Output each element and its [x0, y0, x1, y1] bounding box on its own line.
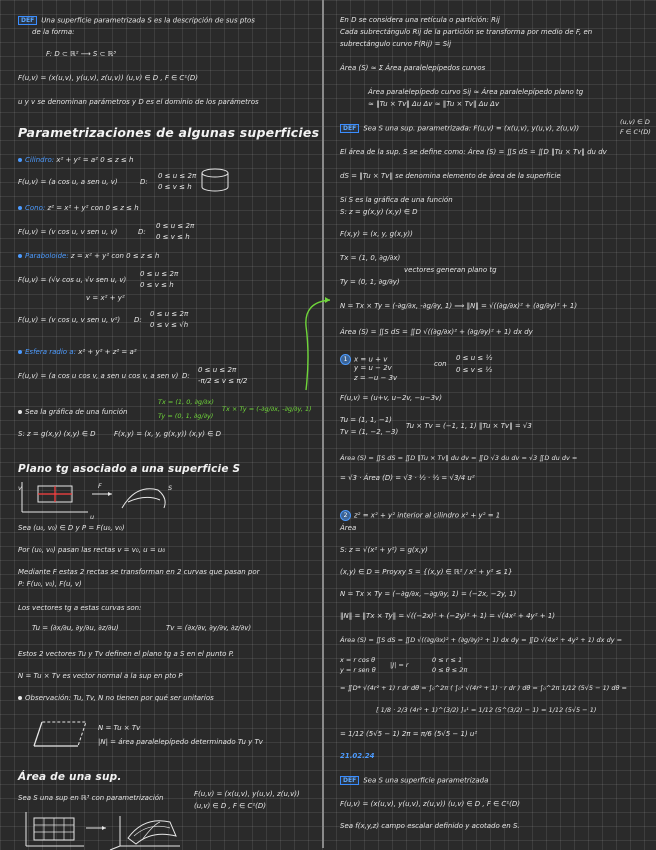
esfera-label: Esfera radio a: x² + y² + z² = a² — [18, 348, 137, 357]
paraboloide-dom1-b: 0 ≤ v ≤ h — [140, 281, 174, 289]
cono-dom-b: 0 ≤ v ≤ h — [156, 233, 190, 241]
def-badge: DEF — [340, 124, 359, 133]
def1-param: F(u,v) = (x(u,v), y(u,v), z(u,v)) (u,v) ∈ D , F ∈ C¹(D) — [18, 74, 198, 82]
paraboloide-label: Paraboloide: z = x² + y² con 0 ≤ z ≤ h — [18, 252, 159, 261]
ej2-int1: = ∬D* √(4r² + 1) r dr dθ = ∫₀^2π ( ∫₀¹ √(4r² + 1) · r dr ) dθ = ∫₀^2π 1/12 (5√5 − 1) dθ = — [340, 684, 627, 692]
paraboloide-dom2-b: 0 ≤ v ≤ √h — [150, 321, 189, 329]
bullet-icon — [18, 696, 22, 700]
grafica-area: Área (S) = ∬S dS = ∬D √((∂g/∂x)² + (∂g/∂y)² + 1) dx dy — [340, 328, 533, 336]
plano-mediante2: P: F(u₀, v₀), F(u, v) — [18, 580, 82, 588]
ej2-area: Área (S) = ∬S dS = ∬D √((∂g/∂x)² + (∂g/∂y)² + 1) dx dy = ∬D √(4x² + 4y² + 1) dx dy = — [340, 636, 623, 644]
plano-label-v: v — [18, 484, 22, 492]
bullet-icon — [18, 350, 22, 354]
paraboloide-dom2-a: 0 ≤ u ≤ 2π — [150, 310, 189, 318]
parallelogram-sketch-icon — [20, 714, 90, 754]
area-sea: Sea S una sup en ℝ³ con parametrización — [18, 794, 164, 802]
area-dom: (u,v) ∈ D , F ∈ C¹(D) — [194, 802, 266, 810]
plano-tg-sketch-icon — [18, 478, 188, 518]
ej1-Tu: Tu = (1, 1, −1) — [340, 416, 392, 424]
paraboloide-note: v = x² + y² — [86, 294, 125, 302]
heading-area-sup: Área de una sup. — [18, 771, 122, 783]
bullet-icon — [18, 254, 22, 258]
ej1-dom2: 0 ≤ v ≤ ½ — [456, 366, 493, 374]
area-param: F(u,v) = (x(u,v), y(u,v), z(u,v)) — [194, 790, 300, 798]
heading-plano-tg: Plano tg asociado a una superficie S — [18, 463, 241, 475]
def2-dS: dS = ‖Tu × Tv‖ se denomina elemento de área de la superficie — [340, 172, 561, 180]
paraboloide-param2: F(u,v) = (v cos u, v sen u, v²) — [18, 316, 121, 324]
ej2-polar2: y = r sen θ — [340, 666, 376, 674]
grafica-param: F(x,y) = (x, y, g(x,y)) (x,y) ∈ D — [114, 430, 221, 438]
plano-label-F: F — [98, 482, 102, 490]
esfera-dom-a: 0 ≤ u ≤ 2π — [198, 366, 237, 374]
column-divider — [322, 0, 324, 848]
cilindro-D: D: — [140, 178, 148, 186]
def3-sea: Sea f(x,y,z) campo escalar definido y acotado en S. — [340, 822, 520, 830]
ej2-D-polar2: 0 ≤ θ ≤ 2π — [432, 666, 468, 674]
ej1-sys1: 1 x = u + v — [340, 354, 387, 365]
grafica-brace-note: vectores generan plano tg — [404, 266, 497, 274]
grafica-param-r: F(x,y) = (x, y, g(x,y)) — [340, 230, 413, 238]
intro-line1: En D se considera una retícula o partición: Rij — [340, 16, 500, 24]
grafica-green-cross: Tx × Ty = (-∂g/∂x, -∂g/∂y, 1) — [222, 405, 312, 413]
ej2-polar1: x = r cos θ — [340, 656, 376, 664]
ej1-con: con — [434, 360, 447, 368]
def1-line2: de la forma: — [32, 28, 75, 36]
cilindro-dom-a: 0 ≤ u ≤ 2π — [158, 172, 197, 180]
plano-vectores: Los vectores tg a estas curvas son: — [18, 604, 142, 612]
def2-dom2: F ∈ C¹(D) — [620, 128, 651, 136]
def2-area: El área de la sup. S se define como: Área (S) = ∬S dS = ∬D ‖Tu × Tv‖ du dv — [340, 148, 607, 156]
paraboloide-param1: F(u,v) = (√v cos u, √v sen u, v) — [18, 276, 127, 284]
grafica-eq: S: z = g(x,y) (x,y) ∈ D — [18, 430, 96, 438]
cono-dom-a: 0 ≤ u ≤ 2π — [156, 222, 195, 230]
ej1-cross: Tu × Tv = (−1, 1, 1) ‖Tu × Tv‖ = √3 — [406, 422, 532, 430]
date-stamp: 21.02.24 — [340, 752, 375, 760]
paraboloide-dom1-a: 0 ≤ u ≤ 2π — [140, 270, 179, 278]
def3-line: DEF Sea S una superficie parametrizada — [340, 776, 488, 786]
ej2-int2: [ 1/8 · 2/3 (4r² + 1)^(3/2) ]₀¹ = 1/12 (5^(3/2) − 1) = 1/12 (5√5 − 1) — [376, 706, 597, 714]
cilindro-dom-b: 0 ≤ v ≤ h — [158, 183, 192, 191]
def-badge: DEF — [18, 16, 37, 25]
intro-line2: Cada subrectángulo Rij de la partición se transforma por medio de F, en — [340, 28, 593, 36]
plano-estos: Estos 2 vectores Tu y Tv definen el plano tg a S en el punto P. — [18, 650, 235, 658]
grafica-Ty: Ty = (0, 1, ∂g/∂y) — [340, 278, 400, 286]
grafica-green-Tx: Tx = (1, 0, ∂g/∂x) — [158, 398, 214, 406]
intro-line3: subrectángulo curvo F(Rij) = Sij — [340, 40, 452, 48]
ej1-F: F(u,v) = (u+v, u−2v, −u−3v) — [340, 394, 442, 402]
grafica-eq-r: S: z = g(x,y) (x,y) ∈ D — [340, 208, 418, 216]
ej1-sys2: y = u − 2v — [354, 364, 392, 372]
plano-area-par: |N| = área paralelepípedo determinado Tu y Tv — [98, 738, 263, 746]
esfera-param: F(u,v) = (a cos u cos v, a sen u cos v, a sen v) — [18, 372, 179, 380]
cono-param: F(u,v) = (v cos u, v sen u, v) — [18, 228, 118, 236]
grafica-line: Sea la gráfica de una función — [18, 408, 127, 417]
plano-normal: N = Tu × Tv es vector normal a la sup en pto P — [18, 672, 183, 680]
cylinder-sketch-icon — [198, 168, 232, 194]
ej2-eq: 2 z² = x² + y² interior al cilindro x² + y² = 1 — [340, 510, 500, 521]
ej1-sys3: z = −u − 3v — [354, 374, 398, 382]
ej2-S: S: z = √(x² + y²) = g(x,y) — [340, 546, 428, 554]
grafica-Tx: Tx = (1, 0, ∂g/∂x) — [340, 254, 401, 262]
area-S-sum: Área (S) ≈ Σ Área paralelepípedos curvos — [340, 64, 486, 72]
bullet-icon — [18, 158, 22, 162]
esfera-D: D: — [182, 372, 190, 380]
ej1-dom1: 0 ≤ u ≤ ½ — [456, 354, 493, 362]
heading-parametrizaciones: Parametrizaciones de algunas superficies — [18, 125, 320, 140]
esfera-dom-b: -π/2 ≤ v ≤ π/2 — [198, 377, 248, 385]
bullet-icon — [18, 206, 22, 210]
plano-obs: Observación: Tu, Tv, N no tienen por qué ser unitarios — [18, 694, 214, 703]
cono-label: Cono: z² = x² + y² con 0 ≤ z ≤ h — [18, 204, 139, 213]
plano-label-S: S — [168, 484, 173, 492]
example-number-badge: 2 — [340, 510, 351, 521]
grafica-si: Si S es la gráfica de una función — [340, 196, 453, 204]
ej2-D: (x,y) ∈ D = Proyxy S = {(x,y) ∈ ℝ² / x² + y² ≤ 1} — [340, 568, 513, 576]
def1-map: F: D ⊂ ℝ² ⟶ S ⊂ ℝ³ — [46, 50, 117, 58]
plano-label-u: u — [90, 513, 95, 521]
ej2-label: Área — [340, 524, 357, 532]
grafica-green-Ty: Ty = (0, 1, ∂g/∂y) — [158, 412, 214, 420]
ej2-res: = 1/12 (5√5 − 1) 2π = π/6 (5√5 − 1) u² — [340, 730, 478, 738]
area-grid-sketch-icon — [20, 808, 190, 850]
bullet-icon — [18, 410, 22, 414]
area-par1: Área paralelepípedo curvo Sij ≈ Área paralelepípedo plano tg — [368, 88, 584, 96]
plano-sea: Sea (u₀, v₀) ∈ D y P = F(u₀, v₀) — [18, 524, 125, 532]
ej1-area1: Área (S) = ∬S dS = ∬D ‖Tu × Tv‖ du dv = ∬D √3 du dv = √3 ∬D du dv = — [340, 454, 578, 462]
def2-line: DEF Sea S una sup. parametrizada: F(u,v) = (x(u,v), y(u,v), z(u,v)) — [340, 124, 579, 134]
cono-D: D: — [138, 228, 146, 236]
def1-line1: DEF Una superficie parametrizada S es la descripción de sus ptos — [18, 16, 255, 26]
paraboloide-D: D: — [134, 316, 142, 324]
ej2-J: |J| = r — [390, 661, 409, 669]
grafica-N: N = Tx × Ty = (-∂g/∂x, -∂g/∂y, 1) ⟹ ‖N‖ = √((∂g/∂x)² + (∂g/∂y)² + 1) — [340, 302, 578, 310]
plano-Tu: Tu = (∂x/∂u, ∂y/∂u, ∂z/∂u) — [32, 624, 119, 632]
plano-Tv: Tv = (∂x/∂v, ∂y/∂v, ∂z/∂v) — [166, 624, 252, 632]
ej2-N: N = Tx × Ty = (−∂g/∂x, −∂g/∂y, 1) = (−2x, −2y, 1) — [340, 590, 517, 598]
plano-mediante: Mediante F estas 2 rectas se transforman en 2 curvas que pasan por — [18, 568, 260, 576]
cilindro-param: F(u,v) = (a cos u, a sen u, v) — [18, 178, 118, 186]
def2-dom1: (u,v) ∈ D — [620, 118, 650, 126]
plano-N-eq: N = Tu × Tv — [98, 724, 141, 732]
example-number-badge: 1 — [340, 354, 351, 365]
def1-note: u y v se denominan parámetros y D es el dominio de los parámetros — [18, 98, 259, 106]
cilindro-label: Cilindro: x² + y² = a² 0 ≤ z ≤ h — [18, 156, 133, 165]
ej2-normN: ‖N‖ = ‖Tx × Ty‖ = √((−2x)² + (−2y)² + 1) = √(4x² + 4y² + 1) — [340, 612, 556, 620]
green-connector-arrow-icon — [296, 296, 336, 396]
def3-param: F(u,v) = (x(u,v), y(u,v), z(u,v)) (u,v) ∈ D , F ∈ C¹(D) — [340, 800, 520, 808]
area-par2: ≈ ‖Tu × Tv‖ Δu Δv ≈ ‖Tu × Tv‖ Δu Δv — [368, 100, 500, 108]
ej1-Tv: Tv = (1, −2, −3) — [340, 428, 399, 436]
ej1-area2: = √3 · Área (D) = √3 · ½ · ½ = √3/4 u² — [340, 474, 475, 482]
def-badge: DEF — [340, 776, 359, 785]
plano-por: Por (u₀, v₀) pasan las rectas v = v₀, u = u₀ — [18, 546, 166, 554]
ej2-D-polar1: 0 ≤ r ≤ 1 — [432, 656, 463, 664]
